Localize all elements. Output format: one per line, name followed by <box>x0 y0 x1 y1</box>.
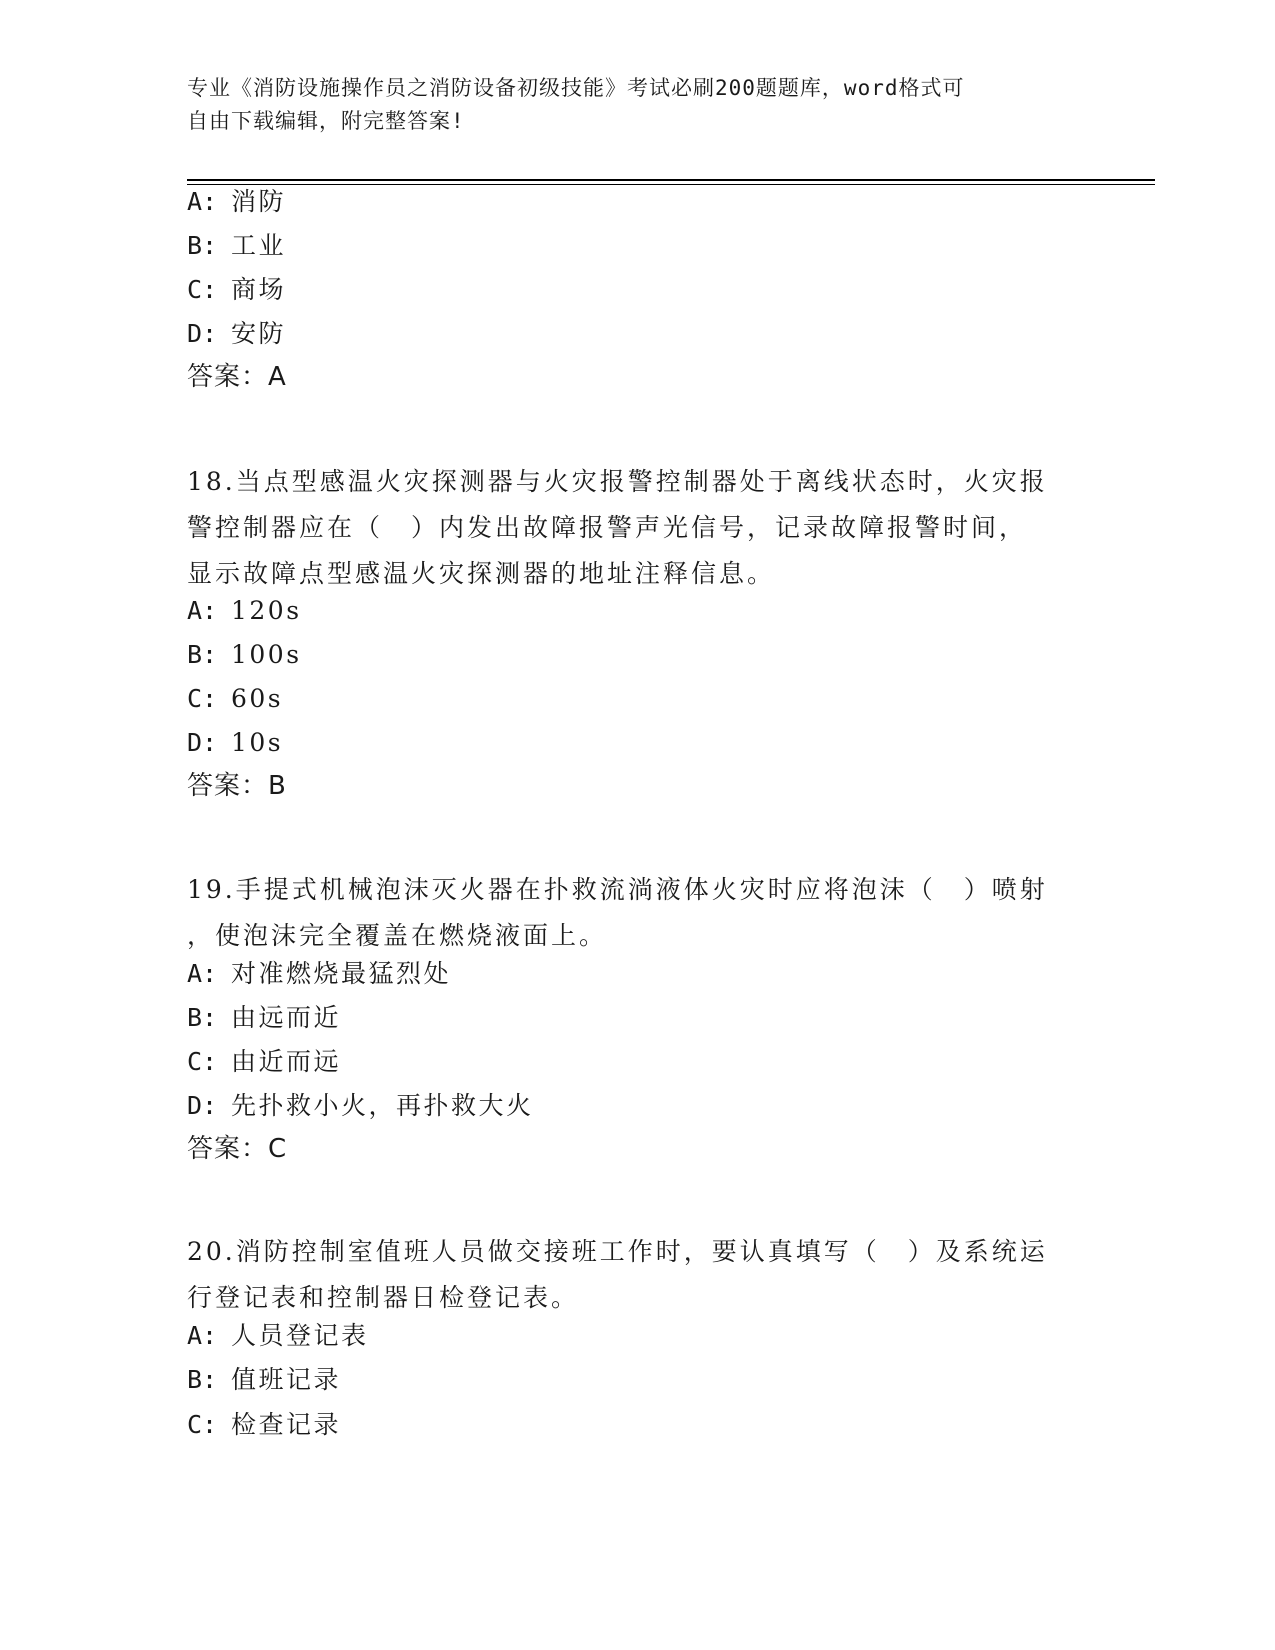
q20-stem-line-2: 行登记表和控制器日检登记表。 <box>187 1283 580 1312</box>
q17-option-b <box>187 230 286 262</box>
q19-answer: 答案：C <box>187 1134 288 1164</box>
option-letter: B: <box>187 1003 218 1032</box>
q20-option-b <box>187 1364 341 1396</box>
q17-answer: 答案：A <box>187 362 287 392</box>
q18-option-b <box>187 639 302 671</box>
q20-option-a <box>187 1320 369 1352</box>
q20-option-c <box>187 1409 341 1441</box>
option-text: 由远而近 <box>231 1003 342 1032</box>
q18-stem-line-1: 18.当点型感温火灾探测器与火灾报警控制器处于离线状态时，火灾报 <box>187 467 1048 496</box>
q18-option-a <box>187 595 302 627</box>
option-text: 对准燃烧最猛烈处 <box>231 959 452 988</box>
option-text: 商场 <box>231 275 287 304</box>
option-letter: B: <box>187 640 218 669</box>
option-letter: C: <box>187 684 218 713</box>
option-letter: C: <box>187 275 218 304</box>
header-divider-thin <box>187 184 1155 185</box>
option-letter: C: <box>187 1047 218 1076</box>
option-letter: D: <box>187 319 218 348</box>
option-letter: A: <box>187 187 218 216</box>
option-text: 值班记录 <box>231 1365 342 1394</box>
option-letter: A: <box>187 1321 218 1350</box>
option-text: 10s <box>231 728 284 757</box>
option-text: 人员登记表 <box>231 1321 369 1350</box>
q20-stem-line-1: 20.消防控制室值班人员做交接班工作时，要认真填写（ ）及系统运 <box>187 1237 1048 1266</box>
option-letter: B: <box>187 1365 218 1394</box>
q19-option-a <box>187 958 451 990</box>
q17-option-c <box>187 274 286 306</box>
q20-stem <box>187 1229 1087 1321</box>
q18-stem-line-2: 警控制器应在（ ）内发出故障报警声光信号，记录故障报警时间， <box>187 513 1028 542</box>
q19-option-b <box>187 1002 341 1034</box>
q18-option-c <box>187 683 283 715</box>
q18-option-d <box>187 727 283 759</box>
header-line-2: 自由下载编辑，附完整答案! <box>187 109 465 133</box>
q19-option-d <box>187 1090 534 1122</box>
option-letter: A: <box>187 596 218 625</box>
option-text: 工业 <box>231 231 287 260</box>
q19-stem-line-1: 19.手提式机械泡沫灭火器在扑救流淌液体火灾时应将泡沫（ ）喷射 <box>187 875 1048 904</box>
option-letter: A: <box>187 959 218 988</box>
q18-answer: 答案：B <box>187 771 287 801</box>
option-text: 120s <box>231 596 302 625</box>
option-text: 由近而远 <box>231 1047 342 1076</box>
option-text: 60s <box>231 684 284 713</box>
option-letter: D: <box>187 728 218 757</box>
option-text: 安防 <box>231 319 287 348</box>
q19-stem-line-2: ，使泡沫完全覆盖在燃烧液面上。 <box>187 921 608 950</box>
option-letter: C: <box>187 1410 218 1439</box>
option-text: 消防 <box>231 187 287 216</box>
q19-option-c <box>187 1046 341 1078</box>
option-text: 100s <box>231 640 302 669</box>
q19-stem <box>187 867 1087 959</box>
q17-option-d <box>187 318 286 350</box>
header-line-1: 专业《消防设施操作员之消防设备初级技能》考试必刷200题题库，word格式可 <box>187 76 965 100</box>
document-header <box>187 72 1067 138</box>
option-letter: D: <box>187 1091 218 1120</box>
option-text: 检查记录 <box>231 1410 342 1439</box>
option-text: 先扑救小火，再扑救大火 <box>231 1091 534 1120</box>
option-letter: B: <box>187 231 218 260</box>
q17-option-a <box>187 186 286 218</box>
header-divider-thick <box>187 179 1155 181</box>
q18-stem-line-3: 显示故障点型感温火灾探测器的地址注释信息。 <box>187 559 776 588</box>
q18-stem <box>187 459 1087 597</box>
